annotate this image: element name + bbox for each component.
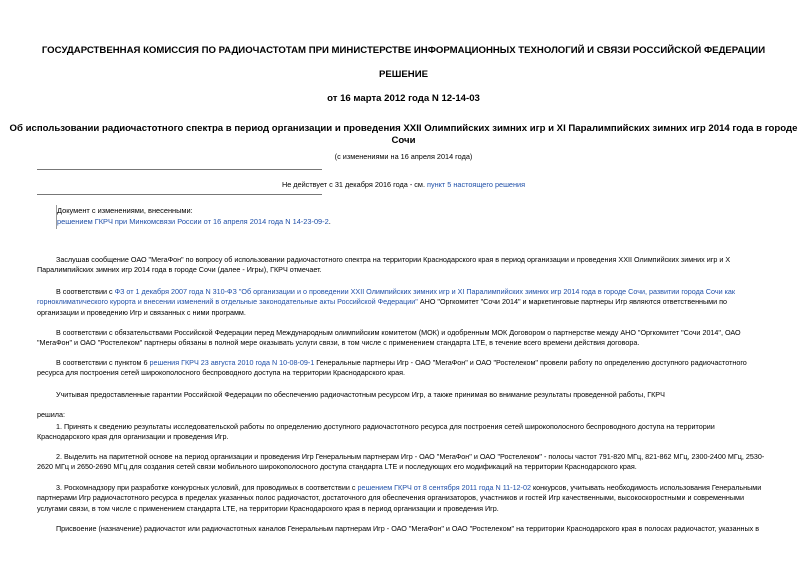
law-link[interactable]: горноклиматического курорта и внесении изменений в отдельные законодательные акты Российской Федерации" xyxy=(37,297,418,307)
resolved-label xyxy=(37,410,807,420)
status-link[interactable]: пункт 5 настоящего решения xyxy=(427,180,526,189)
status-text: Не действует с 31 декабря 2016 года - см. xyxy=(281,180,428,189)
paragraph xyxy=(37,358,807,379)
paragraph-line: ресурса для построения сетей широкополосного беспроводного доступа на территории Краснодарского края. xyxy=(37,368,406,378)
paragraph-line: Учитывая предоставленные гарантии Российской Федерации по обеспечению радиочастотным ресурсом Игр, а также принимая во внимание результаты проведенной работы, ГКРЧ xyxy=(56,390,665,399)
paragraph xyxy=(37,328,807,349)
changes-note-trailer: . xyxy=(328,217,331,226)
paragraph-line: В соответствии с обязательствами Российской Федерации перед Международным олимпийским комитетом (МОК) и одобренным МОК Договором о партнерстве между АНО "Оргкомитет "Сочи 2014", ОАО xyxy=(56,328,741,337)
divider xyxy=(37,194,322,195)
paragraph-text: В соответствии с xyxy=(56,287,115,296)
amendment-note: (с изменениями на 16 апреля 2014 года) xyxy=(334,152,473,161)
decision-link[interactable]: решения ГКРЧ 23 августа 2010 года N 10-08-09-1 xyxy=(149,358,315,367)
changes-note-label: Документ с изменениями, внесенными: xyxy=(57,206,193,215)
paragraph-text: Генеральные партнеры Игр - ОАО "МегаФон" и ОАО "Ростелеком" провели работу по определению доступного радиочастотного xyxy=(314,358,747,367)
paragraph-line: "МегаФон" и ОАО "Ростелеком" партнеры обязаны в полной мере оказывать услуги связи, в том числе с применением стандарта LTE, в течение всего времени действия договора. xyxy=(37,338,640,348)
paragraph xyxy=(37,524,807,534)
resolution-item-2 xyxy=(37,452,807,473)
paragraph-line: Краснодарского края для организации и проведения Игр. xyxy=(37,432,229,442)
document-title-line-2: Сочи xyxy=(391,135,416,146)
paragraph-line: 1. Принять к сведению результаты исследовательской работы по определению доступного радиочастотного ресурса для построения сетей широкополосного беспроводного доступа на территории xyxy=(56,422,715,431)
paragraph-text: конкурсов, учитывать необходимость использования Генеральными xyxy=(530,483,762,492)
paragraph-line: Паралимпийских зимних игр 2014 года в городе Сочи (далее - Игры), ГКРЧ отмечает. xyxy=(37,265,322,275)
paragraph xyxy=(37,390,807,400)
paragraph-line: партнерами Игр радиочастотного ресурса в пределах указанных полос радиочастот, достаточного для обеспечения организаторов, участников и гостей Игр качественными, высокоскоростными и современными xyxy=(37,493,744,503)
changes-note xyxy=(56,205,387,229)
paragraph-line: 2620 МГц и 2650-2690 МГц для создания сетей связи мобильного широкополосного доступа стандарта LTE и последующих его модификаций на территории Краснодарского края. xyxy=(37,462,637,472)
paragraph xyxy=(37,255,807,276)
document-type: РЕШЕНИЕ xyxy=(378,69,429,80)
status-line xyxy=(0,180,807,189)
paragraph-line: Присвоение (назначение) радиочастот или радиочастотных каналов Генеральным партнерам Игр - ОАО "МегаФон" и ОАО "Ростелеком" на территории Краснодарского края в полосах радиочастот, указанных в xyxy=(56,524,760,533)
document-title-line-1: Об использовании радиочастотного спектра в период организации и проведения XXII Олимпийских зимних игр и XI Паралимпийских зимних игр 2014 года в городе xyxy=(9,123,798,134)
issuing-authority: ГОСУДАРСТВЕННАЯ КОМИССИЯ ПО РАДИОЧАСТОТАМ ПРИ МИНИСТЕРСТВЕ ИНФОРМАЦИОННЫХ ТЕХНОЛОГИЙ И СВЯЗИ РОССИЙСКОЙ ФЕДЕРАЦИИ xyxy=(41,45,766,56)
document-date-number: от 16 марта 2012 года N 12-14-03 xyxy=(327,93,480,104)
decision-link[interactable]: решением ГКРЧ от 8 сентября 2011 года N 11-12-02 xyxy=(357,483,531,492)
paragraph-line: услугами связи, в том числе с применением стандарта LTE, на территории Краснодарского края в период организации и проведения Игр. xyxy=(37,503,499,513)
changes-note-link[interactable]: решением ГКРЧ при Минкомсвязи России от 16 апреля 2014 года N 14-23-09-2 xyxy=(57,217,329,226)
resolution-item-1 xyxy=(37,422,807,443)
divider xyxy=(37,169,322,170)
paragraph-text: 3. Роскомнадзору при разработке конкурсных условий, для проводимых в соответствии с xyxy=(56,483,358,492)
paragraph-line: решила: xyxy=(37,410,65,419)
paragraph-text: АНО "Оргкомитет "Сочи 2014" и маркетинговые партнеры Игр являются ответственными по xyxy=(417,297,728,307)
paragraph-line: Заслушав сообщение ОАО "МегаФон" по вопросу об использовании радиочастотного спектра на территории Краснодарского края в период организации и проведения XXII Олимпийских зимних игр и X xyxy=(56,255,731,264)
paragraph-text: В соответствии с пунктом 6 xyxy=(56,358,150,367)
paragraph xyxy=(37,287,807,318)
resolution-item-3 xyxy=(37,483,807,514)
law-link[interactable]: ФЗ от 1 декабря 2007 года N 310-ФЗ "Об организации и о проведении XXII Олимпийских зимних игр и XI Паралимпийских зимних игр 2014 года в городе Сочи, развитии города Сочи как xyxy=(114,287,736,296)
paragraph-line: организации и проведению Игр и связанных с ними программ. xyxy=(37,307,246,317)
paragraph-line: 2. Выделить на паритетной основе на период организации и проведения Игр Генеральным партнерам Игр - ОАО "МегаФон" и ОАО "Ростелеком" - полосы частот 791-820 МГц, 821-862 МГц, 2300-2400 МГц, 2530- xyxy=(56,452,765,461)
